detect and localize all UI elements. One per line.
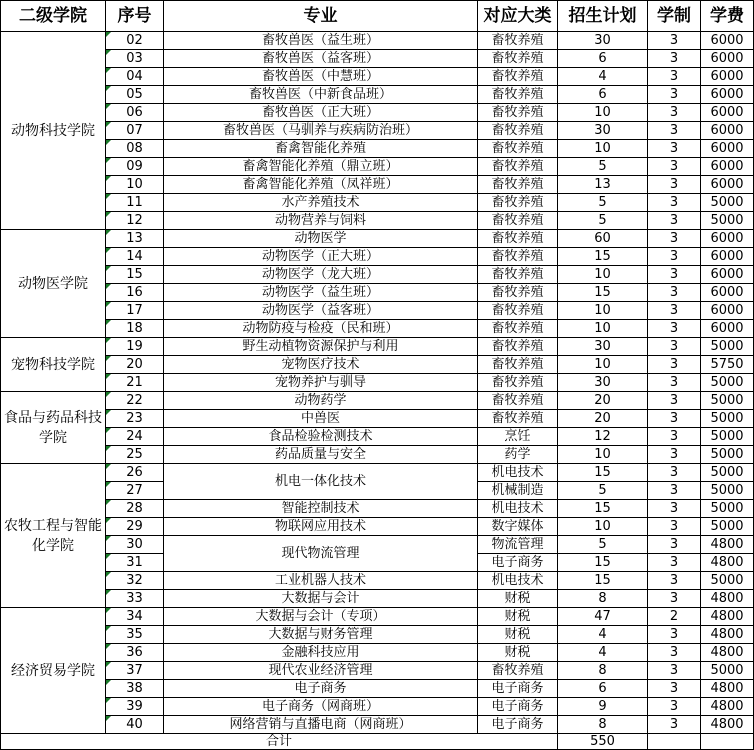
college-cell: 食品与药品科技学院 <box>1 392 106 464</box>
category-cell: 财税 <box>478 644 558 662</box>
major-cell: 动物营养与饲料 <box>164 212 478 230</box>
seq-cell: 19 <box>106 338 164 356</box>
fee-cell: 6000 <box>701 86 754 104</box>
years-cell: 2 <box>648 608 701 626</box>
table-row <box>1 212 754 230</box>
seq-cell: 22 <box>106 392 164 410</box>
years-cell: 3 <box>648 68 701 86</box>
plan-cell: 15 <box>558 284 648 302</box>
major-cell: 电子商务（网商班） <box>164 698 478 716</box>
table-row <box>1 140 754 158</box>
category-cell: 电子商务 <box>478 554 558 572</box>
category-cell: 畜牧养殖 <box>478 212 558 230</box>
major-cell: 大数据与会计 <box>164 590 478 608</box>
seq-cell: 06 <box>106 104 164 122</box>
fee-cell: 4800 <box>701 716 754 734</box>
major-cell: 物联网应用技术 <box>164 518 478 536</box>
fee-cell: 5000 <box>701 572 754 590</box>
years-cell: 3 <box>648 320 701 338</box>
seq-cell: 17 <box>106 302 164 320</box>
major-cell: 动物药学 <box>164 392 478 410</box>
plan-cell: 9 <box>558 698 648 716</box>
plan-cell: 30 <box>558 122 648 140</box>
college-cell: 农牧工程与智能化学院 <box>1 464 106 608</box>
category-cell: 畜牧养殖 <box>478 410 558 428</box>
category-cell: 畜牧养殖 <box>478 662 558 680</box>
plan-cell: 10 <box>558 320 648 338</box>
table-row <box>1 572 754 590</box>
fee-cell: 5000 <box>701 392 754 410</box>
header-plan: 招生计划 <box>558 1 648 32</box>
plan-cell: 12 <box>558 428 648 446</box>
seq-cell: 32 <box>106 572 164 590</box>
category-cell: 电子商务 <box>478 698 558 716</box>
major-cell: 大数据与财务管理 <box>164 626 478 644</box>
plan-cell: 5 <box>558 158 648 176</box>
seq-cell: 20 <box>106 356 164 374</box>
category-cell: 机械制造 <box>478 482 558 500</box>
category-cell: 机电技术 <box>478 500 558 518</box>
plan-cell: 15 <box>558 572 648 590</box>
header-seq: 序号 <box>106 1 164 32</box>
fee-cell: 4800 <box>701 554 754 572</box>
seq-cell: 04 <box>106 68 164 86</box>
seq-cell: 18 <box>106 320 164 338</box>
fee-cell: 6000 <box>701 248 754 266</box>
table-row <box>1 248 754 266</box>
plan-cell: 15 <box>558 464 648 482</box>
fee-cell: 6000 <box>701 320 754 338</box>
total-row <box>1 734 754 750</box>
table-row <box>1 50 754 68</box>
category-cell: 畜牧养殖 <box>478 230 558 248</box>
major-cell: 现代农业经济管理 <box>164 662 478 680</box>
major-cell: 动物医学（正大班） <box>164 248 478 266</box>
major-cell: 畜牧兽医（马驯养与疾病防治班） <box>164 122 478 140</box>
fee-cell: 5000 <box>701 338 754 356</box>
fee-cell: 5000 <box>701 428 754 446</box>
table-row <box>1 428 754 446</box>
fee-cell: 6000 <box>701 122 754 140</box>
table-row <box>1 68 754 86</box>
major-cell: 食品检验检测技术 <box>164 428 478 446</box>
seq-cell: 09 <box>106 158 164 176</box>
table-row <box>1 608 754 626</box>
category-cell: 数字媒体 <box>478 518 558 536</box>
years-cell: 3 <box>648 680 701 698</box>
major-cell: 畜牧兽医（中慧班） <box>164 68 478 86</box>
years-cell: 3 <box>648 662 701 680</box>
fee-cell: 6000 <box>701 158 754 176</box>
seq-cell: 36 <box>106 644 164 662</box>
years-cell: 3 <box>648 50 701 68</box>
table-row <box>1 644 754 662</box>
table-row <box>1 320 754 338</box>
table-row <box>1 32 754 50</box>
plan-cell: 60 <box>558 230 648 248</box>
seq-cell: 15 <box>106 266 164 284</box>
plan-cell: 6 <box>558 50 648 68</box>
years-cell: 3 <box>648 482 701 500</box>
table-row <box>1 158 754 176</box>
seq-cell: 25 <box>106 446 164 464</box>
table-row <box>1 266 754 284</box>
table-row <box>1 464 754 482</box>
plan-cell: 4 <box>558 626 648 644</box>
plan-cell: 30 <box>558 374 648 392</box>
table-row <box>1 104 754 122</box>
category-cell: 药学 <box>478 446 558 464</box>
plan-cell: 6 <box>558 86 648 104</box>
fee-cell: 6000 <box>701 176 754 194</box>
years-cell: 3 <box>648 464 701 482</box>
major-cell: 动物防疫与检疫（民和班） <box>164 320 478 338</box>
plan-cell: 10 <box>558 302 648 320</box>
fee-cell: 6000 <box>701 302 754 320</box>
plan-cell: 10 <box>558 356 648 374</box>
seq-cell: 27 <box>106 482 164 500</box>
major-cell: 动物医学（益客班） <box>164 302 478 320</box>
years-cell: 3 <box>648 554 701 572</box>
major-cell: 机电一体化技术 <box>164 464 478 500</box>
category-cell: 畜牧养殖 <box>478 122 558 140</box>
major-cell: 畜牧兽医（正大班） <box>164 104 478 122</box>
fee-cell: 5000 <box>701 662 754 680</box>
major-cell: 动物医学（益生班） <box>164 284 478 302</box>
seq-cell: 05 <box>106 86 164 104</box>
college-cell: 动物科技学院 <box>1 32 106 230</box>
plan-cell: 47 <box>558 608 648 626</box>
table-body <box>1 32 754 734</box>
seq-cell: 12 <box>106 212 164 230</box>
header-category: 对应大类 <box>478 1 558 32</box>
category-cell: 畜牧养殖 <box>478 140 558 158</box>
college-cell: 宠物科技学院 <box>1 338 106 392</box>
fee-cell: 5750 <box>701 356 754 374</box>
category-cell: 电子商务 <box>478 680 558 698</box>
fee-cell: 6000 <box>701 50 754 68</box>
years-cell: 3 <box>648 32 701 50</box>
table-row <box>1 626 754 644</box>
category-cell: 财税 <box>478 608 558 626</box>
plan-cell: 10 <box>558 518 648 536</box>
plan-cell: 13 <box>558 176 648 194</box>
plan-cell: 8 <box>558 716 648 734</box>
fee-cell: 4800 <box>701 680 754 698</box>
fee-cell: 5000 <box>701 518 754 536</box>
years-cell: 3 <box>648 374 701 392</box>
table-row <box>1 284 754 302</box>
years-cell: 3 <box>648 302 701 320</box>
years-cell: 3 <box>648 518 701 536</box>
table-row <box>1 680 754 698</box>
years-cell: 3 <box>648 716 701 734</box>
table-row <box>1 518 754 536</box>
major-cell: 现代物流管理 <box>164 536 478 572</box>
plan-cell: 5 <box>558 212 648 230</box>
years-cell: 3 <box>648 230 701 248</box>
years-cell: 3 <box>648 590 701 608</box>
table-row <box>1 302 754 320</box>
seq-cell: 03 <box>106 50 164 68</box>
years-cell: 3 <box>648 104 701 122</box>
header-college: 二级学院 <box>1 1 106 32</box>
table-row <box>1 338 754 356</box>
major-cell: 畜牧兽医（益生班） <box>164 32 478 50</box>
header-fee: 学费 <box>701 1 754 32</box>
plan-cell: 15 <box>558 248 648 266</box>
category-cell: 畜牧养殖 <box>478 32 558 50</box>
years-cell: 3 <box>648 248 701 266</box>
seq-cell: 28 <box>106 500 164 518</box>
major-cell: 畜禽智能化养殖（鼎立班） <box>164 158 478 176</box>
table-row <box>1 410 754 428</box>
total-label: 合计 <box>1 734 558 750</box>
seq-cell: 16 <box>106 284 164 302</box>
years-cell: 3 <box>648 212 701 230</box>
years-cell: 3 <box>648 536 701 554</box>
fee-cell: 5000 <box>701 446 754 464</box>
table-row <box>1 590 754 608</box>
years-cell: 3 <box>648 194 701 212</box>
category-cell: 烹饪 <box>478 428 558 446</box>
category-cell: 机电技术 <box>478 464 558 482</box>
years-cell: 3 <box>648 572 701 590</box>
category-cell: 畜牧养殖 <box>478 356 558 374</box>
years-cell: 3 <box>648 176 701 194</box>
plan-cell: 30 <box>558 32 648 50</box>
plan-cell: 20 <box>558 410 648 428</box>
header-years: 学制 <box>648 1 701 32</box>
header-major: 专业 <box>164 1 478 32</box>
table-row <box>1 122 754 140</box>
table-row <box>1 698 754 716</box>
college-cell: 动物医学院 <box>1 230 106 338</box>
header-row <box>1 1 754 32</box>
seq-cell: 37 <box>106 662 164 680</box>
fee-cell: 4800 <box>701 644 754 662</box>
plan-cell: 10 <box>558 140 648 158</box>
major-cell: 畜禽智能化养殖 <box>164 140 478 158</box>
fee-cell: 6000 <box>701 266 754 284</box>
fee-cell: 4800 <box>701 626 754 644</box>
seq-cell: 39 <box>106 698 164 716</box>
table-row <box>1 230 754 248</box>
seq-cell: 24 <box>106 428 164 446</box>
years-cell: 3 <box>648 410 701 428</box>
major-cell: 畜牧兽医（益客班） <box>164 50 478 68</box>
major-cell: 畜禽智能化养殖（凤祥班） <box>164 176 478 194</box>
total-years <box>648 734 701 750</box>
plan-cell: 10 <box>558 446 648 464</box>
major-cell: 水产养殖技术 <box>164 194 478 212</box>
table-row <box>1 356 754 374</box>
category-cell: 畜牧养殖 <box>478 50 558 68</box>
total-plan: 550 <box>558 734 648 750</box>
major-cell: 工业机器人技术 <box>164 572 478 590</box>
years-cell: 3 <box>648 86 701 104</box>
seq-cell: 26 <box>106 464 164 482</box>
fee-cell: 4800 <box>701 536 754 554</box>
major-cell: 宠物养护与驯导 <box>164 374 478 392</box>
table-row <box>1 194 754 212</box>
table-row <box>1 536 754 554</box>
category-cell: 财税 <box>478 590 558 608</box>
major-cell: 网络营销与直播电商（网商班） <box>164 716 478 734</box>
seq-cell: 35 <box>106 626 164 644</box>
plan-cell: 15 <box>558 554 648 572</box>
major-cell: 畜牧兽医（中新食品班） <box>164 86 478 104</box>
table-row <box>1 86 754 104</box>
fee-cell: 5000 <box>701 500 754 518</box>
table-row <box>1 392 754 410</box>
fee-cell: 4800 <box>701 698 754 716</box>
seq-cell: 02 <box>106 32 164 50</box>
major-cell: 金融科技应用 <box>164 644 478 662</box>
major-cell: 中兽医 <box>164 410 478 428</box>
category-cell: 畜牧养殖 <box>478 374 558 392</box>
table-row <box>1 716 754 734</box>
seq-cell: 40 <box>106 716 164 734</box>
category-cell: 畜牧养殖 <box>478 176 558 194</box>
major-cell: 宠物医疗技术 <box>164 356 478 374</box>
category-cell: 物流管理 <box>478 536 558 554</box>
plan-cell: 8 <box>558 662 648 680</box>
fee-cell: 6000 <box>701 230 754 248</box>
major-cell: 药品质量与安全 <box>164 446 478 464</box>
plan-cell: 15 <box>558 500 648 518</box>
fee-cell: 5000 <box>701 374 754 392</box>
fee-cell: 5000 <box>701 194 754 212</box>
seq-cell: 33 <box>106 590 164 608</box>
seq-cell: 14 <box>106 248 164 266</box>
fee-cell: 6000 <box>701 104 754 122</box>
years-cell: 3 <box>648 338 701 356</box>
seq-cell: 13 <box>106 230 164 248</box>
category-cell: 畜牧养殖 <box>478 284 558 302</box>
category-cell: 畜牧养殖 <box>478 320 558 338</box>
seq-cell: 38 <box>106 680 164 698</box>
years-cell: 3 <box>648 644 701 662</box>
fee-cell: 6000 <box>701 140 754 158</box>
years-cell: 3 <box>648 500 701 518</box>
major-cell: 动物医学 <box>164 230 478 248</box>
category-cell: 畜牧养殖 <box>478 392 558 410</box>
fee-cell: 5000 <box>701 482 754 500</box>
plan-cell: 4 <box>558 68 648 86</box>
total-fee <box>701 734 754 750</box>
category-cell: 畜牧养殖 <box>478 194 558 212</box>
table-row <box>1 500 754 518</box>
category-cell: 机电技术 <box>478 572 558 590</box>
years-cell: 3 <box>648 122 701 140</box>
category-cell: 电子商务 <box>478 716 558 734</box>
plan-cell: 5 <box>558 482 648 500</box>
major-cell: 电子商务 <box>164 680 478 698</box>
category-cell: 畜牧养殖 <box>478 248 558 266</box>
fee-cell: 6000 <box>701 284 754 302</box>
years-cell: 3 <box>648 626 701 644</box>
category-cell: 畜牧养殖 <box>478 86 558 104</box>
years-cell: 3 <box>648 392 701 410</box>
seq-cell: 11 <box>106 194 164 212</box>
plan-cell: 10 <box>558 266 648 284</box>
seq-cell: 29 <box>106 518 164 536</box>
plan-cell: 8 <box>558 590 648 608</box>
fee-cell: 4800 <box>701 608 754 626</box>
years-cell: 3 <box>648 158 701 176</box>
years-cell: 3 <box>648 428 701 446</box>
table-row <box>1 374 754 392</box>
category-cell: 畜牧养殖 <box>478 68 558 86</box>
major-cell: 大数据与会计（专项） <box>164 608 478 626</box>
years-cell: 3 <box>648 266 701 284</box>
category-cell: 畜牧养殖 <box>478 338 558 356</box>
fee-cell: 4800 <box>701 590 754 608</box>
table-row <box>1 662 754 680</box>
table-row <box>1 446 754 464</box>
major-cell: 动物医学（龙大班） <box>164 266 478 284</box>
years-cell: 3 <box>648 698 701 716</box>
years-cell: 3 <box>648 284 701 302</box>
plan-cell: 6 <box>558 680 648 698</box>
fee-cell: 5000 <box>701 410 754 428</box>
years-cell: 3 <box>648 356 701 374</box>
plan-cell: 20 <box>558 392 648 410</box>
seq-cell: 10 <box>106 176 164 194</box>
seq-cell: 31 <box>106 554 164 572</box>
seq-cell: 21 <box>106 374 164 392</box>
years-cell: 3 <box>648 446 701 464</box>
category-cell: 财税 <box>478 626 558 644</box>
plan-cell: 30 <box>558 338 648 356</box>
major-cell: 智能控制技术 <box>164 500 478 518</box>
category-cell: 畜牧养殖 <box>478 104 558 122</box>
category-cell: 畜牧养殖 <box>478 266 558 284</box>
fee-cell: 6000 <box>701 68 754 86</box>
fee-cell: 5000 <box>701 212 754 230</box>
college-cell: 经济贸易学院 <box>1 608 106 734</box>
plan-cell: 5 <box>558 194 648 212</box>
plan-cell: 4 <box>558 644 648 662</box>
category-cell: 畜牧养殖 <box>478 158 558 176</box>
table-row <box>1 176 754 194</box>
seq-cell: 08 <box>106 140 164 158</box>
category-cell: 畜牧养殖 <box>478 302 558 320</box>
fee-cell: 6000 <box>701 32 754 50</box>
plan-cell: 10 <box>558 104 648 122</box>
seq-cell: 07 <box>106 122 164 140</box>
seq-cell: 23 <box>106 410 164 428</box>
plan-cell: 5 <box>558 536 648 554</box>
years-cell: 3 <box>648 140 701 158</box>
seq-cell: 30 <box>106 536 164 554</box>
fee-cell: 5000 <box>701 464 754 482</box>
major-cell: 野生动植物资源保护与利用 <box>164 338 478 356</box>
seq-cell: 34 <box>106 608 164 626</box>
